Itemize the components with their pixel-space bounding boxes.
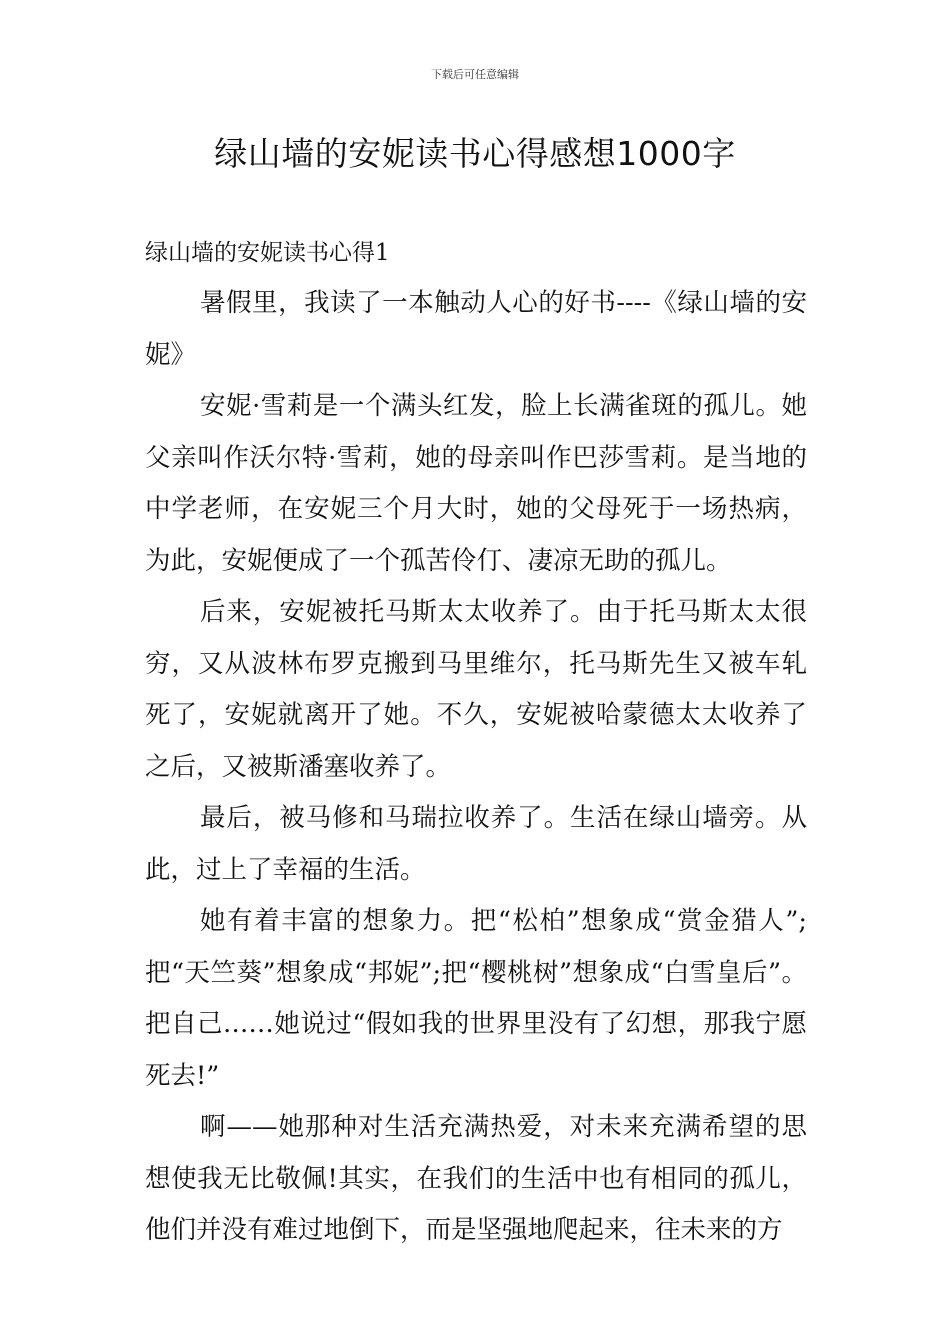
document-title: 绿山墙的安妮读书心得感想1000字 — [214, 134, 736, 173]
paragraph-1: 暑假里，我读了一本触动人心的好书----《绿山墙的安妮》 — [145, 288, 807, 370]
paragraph-4: 最后，被马修和马瑞拉收养了。生活在绿山墙旁。从此，过上了幸福的生活。 — [145, 803, 807, 885]
paragraph-3: 后来，安妮被托马斯太太收养了。由于托马斯太太很穷，又从波林布罗克搬到马里维尔，托马斯先生又被车轧死了，安妮就离开了她。不久，安妮被哈蒙德太太收养了之后，又被斯潘塞收养了。 — [145, 597, 807, 782]
document-body — [145, 228, 807, 1257]
header-note: 下载后可任意编辑 — [431, 68, 519, 81]
section-subheading: 绿山墙的安妮读书心得1 — [145, 240, 390, 266]
paragraph-2: 安妮·雪莉是一个满头红发，脸上长满雀斑的孤儿。她父亲叫作沃尔特·雪莉，她的母亲叫作巴莎雪莉。是当地的中学老师，在安妮三个月大时，她的父母死于一场热病，为此，安妮便成了一个孤苦伶仃、凄凉无助的孤儿。 — [145, 391, 807, 576]
paragraph-6: 啊——她那种对生活充满热爱，对未来充满希望的思想使我无比敬佩!其实，在我们的生活中也有相同的孤儿，他们并没有难过地倒下，而是坚强地爬起来，往未来的方 — [145, 1112, 807, 1245]
paragraph-5: 她有着丰富的想象力。把“松柏”想象成“赏金猎人”;把“天竺葵”想象成“邦妮”;把“樱桃树”想象成“白雪皇后”。把自己……她说过“假如我的世界里没有了幻想，那我宁愿死去!” — [145, 906, 807, 1091]
